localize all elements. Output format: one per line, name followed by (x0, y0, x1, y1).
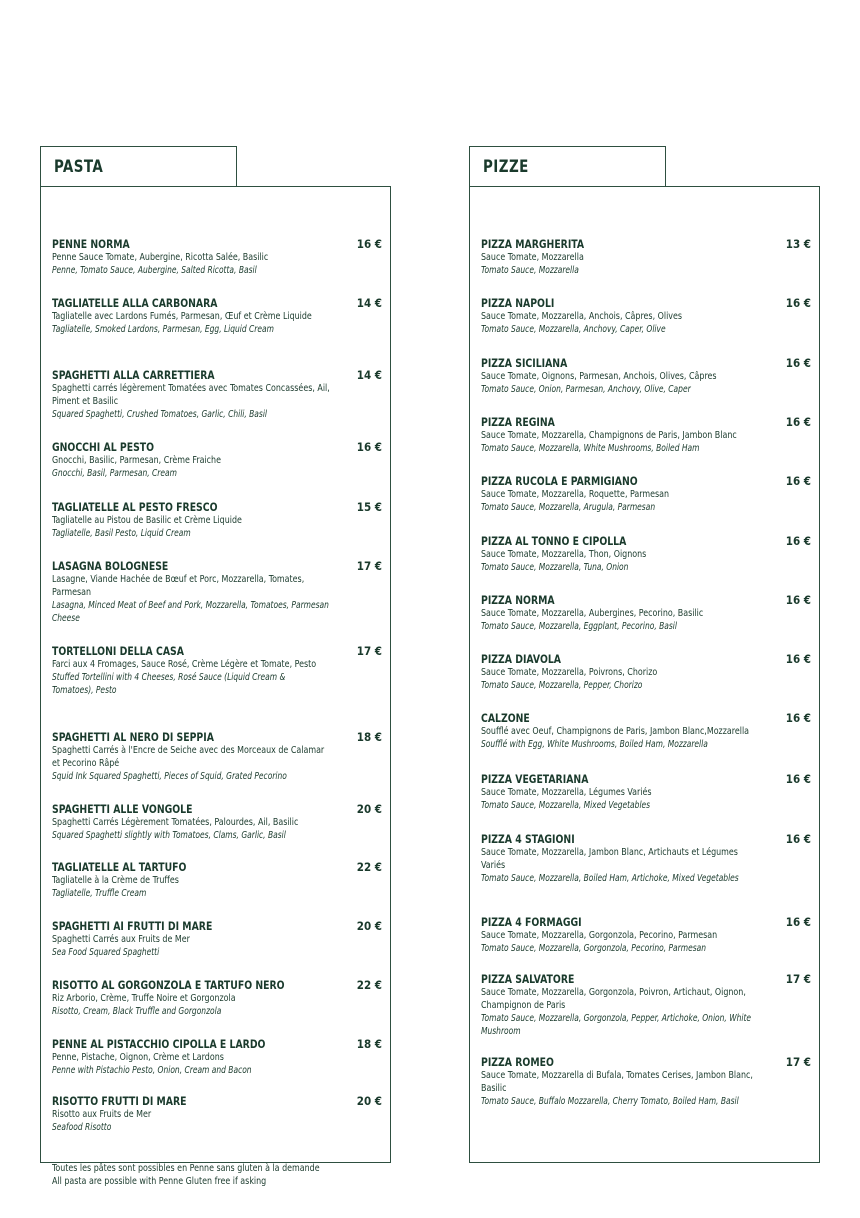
menu-item (52, 860, 382, 900)
dish-price: 20 € (356, 802, 382, 816)
pizze-tab (469, 146, 666, 186)
dish-price: 16 € (785, 534, 811, 548)
menu-item (52, 978, 382, 1018)
dish-description-en: Squid Ink Squared Spaghetti, Pieces of Squid, Grated Pecorino (52, 771, 287, 782)
dish-price: 16 € (785, 296, 811, 310)
dish-name: PIZZA VEGETARIANA (481, 772, 589, 786)
dish-description-fr: Risotto aux Fruits de Mer (52, 1109, 152, 1120)
pasta-note-fr: Toutes les pâtes sont possibles en Penne sans gluten à la demande (52, 1163, 320, 1174)
dish-description-fr: Sauce Tomate, Mozzarella, Gorgonzola, Poivron, Artichaut, Oignon, Champignon de Paris (481, 987, 746, 1011)
dish-name: TAGLIATELLE ALLA CARBONARA (52, 296, 218, 310)
menu-item (481, 296, 811, 336)
dish-description-fr: Sauce Tomate, Mozzarella, Gorgonzola, Pecorino, Parmesan (481, 930, 718, 941)
dish-price: 16 € (785, 415, 811, 429)
dish-price: 16 € (356, 237, 382, 251)
dish-description-en: Stuffed Tortellini with 4 Cheeses, Rosé Sauce (Liquid Cream & Tomatoes), Pesto (52, 672, 286, 696)
dish-description-en: Tomato Sauce, Mozzarella, Boiled Ham, Artichoke, Mixed Vegetables (481, 873, 739, 884)
dish-name: TAGLIATELLE AL PESTO FRESCO (52, 500, 218, 514)
menu-item (481, 356, 811, 396)
menu-item (481, 652, 811, 692)
dish-name: RISOTTO AL GORGONZOLA E TARTUFO NERO (52, 978, 285, 992)
dish-description-fr: Tagliatelle à la Crème de Truffes (52, 875, 179, 886)
dish-price: 16 € (785, 356, 811, 370)
dish-name: PIZZA SICILIANA (481, 356, 568, 370)
dish-name: PIZZA NORMA (481, 593, 555, 607)
dish-name: RISOTTO FRUTTI DI MARE (52, 1094, 187, 1108)
dish-description-en: Seafood Risotto (52, 1122, 112, 1133)
dish-description-en: Tomato Sauce, Mozzarella, Gorgonzola, Pepper, Artichoke, Onion, White Mushroom (481, 1013, 752, 1037)
dish-description-fr: Spaghetti Carrés Légèrement Tomatées, Palourdes, Ail, Basilic (52, 817, 299, 828)
dish-description-fr: Sauce Tomate, Mozzarella, Jambon Blanc, Artichauts et Légumes Variés (481, 847, 738, 871)
dish-description-fr: Penne Sauce Tomate, Aubergine, Ricotta Salée, Basilic (52, 252, 269, 263)
dish-description-fr: Sauce Tomate, Mozzarella, Aubergines, Pecorino, Basilic (481, 608, 704, 619)
menu-item (52, 296, 382, 336)
dish-description-fr: Spaghetti Carrés à l'Encre de Seiche avec des Morceaux de Calamar et Pecorino Râpé (52, 745, 325, 769)
menu-item (481, 415, 811, 455)
dish-name: PENNE NORMA (52, 237, 130, 251)
dish-price: 17 € (356, 559, 382, 573)
dish-description-en: Squared Spaghetti slightly with Tomatoes, Clams, Garlic, Basil (52, 830, 286, 841)
dish-name: PIZZA SALVATORE (481, 972, 575, 986)
dish-name: PENNE AL PISTACCHIO CIPOLLA E LARDO (52, 1037, 266, 1051)
dish-description-en: Tomato Sauce, Onion, Parmesan, Anchovy, Olive, Caper (481, 384, 691, 395)
dish-description-en: Tomato Sauce, Mozzarella, Arugula, Parmesan (481, 502, 656, 513)
pasta-gluten-note (52, 1162, 359, 1188)
dish-description-fr: Riz Arborio, Crème, Truffe Noire et Gorgonzola (52, 993, 236, 1004)
dish-price: 16 € (785, 593, 811, 607)
dish-name: PIZZA MARGHERITA (481, 237, 585, 251)
dish-name: PIZZA AL TONNO E CIPOLLA (481, 534, 627, 548)
dish-description-fr: Penne, Pistache, Oignon, Crème et Lardons (52, 1052, 224, 1063)
dish-description-fr: Sauce Tomate, Mozzarella, Thon, Oignons (481, 549, 647, 560)
dish-price: 20 € (356, 919, 382, 933)
dish-name: PIZZA 4 STAGIONI (481, 832, 575, 846)
dish-name: PIZZA NAPOLI (481, 296, 555, 310)
menu-item (52, 1037, 382, 1077)
dish-description-en: Tomato Sauce, Mozzarella, Eggplant, Pecorino, Basil (481, 621, 677, 632)
dish-description-fr: Farci aux 4 Fromages, Sauce Rosé, Crème Légère et Tomate, Pesto (52, 659, 317, 670)
pasta-tab (40, 146, 237, 186)
dish-description-fr: Soufflé avec Oeuf, Champignons de Paris, Jambon Blanc,Mozzarella (481, 726, 750, 737)
menu-item (481, 237, 811, 277)
dish-description-fr: Tagliatelle au Pistou de Basilic et Crème Liquide (52, 515, 242, 526)
dish-price: 22 € (356, 978, 382, 992)
dish-description-en: Tomato Sauce, Mozzarella, Anchovy, Caper, Olive (481, 324, 666, 335)
dish-price: 22 € (356, 860, 382, 874)
dish-price: 16 € (785, 772, 811, 786)
menu-item (481, 832, 811, 885)
dish-description-fr: Sauce Tomate, Mozzarella, Roquette, Parmesan (481, 489, 670, 500)
dish-price: 16 € (785, 652, 811, 666)
dish-name: PIZZA 4 FORMAGGI (481, 915, 582, 929)
dish-description-fr: Sauce Tomate, Mozzarella (481, 252, 584, 263)
menu-item (481, 593, 811, 633)
dish-price: 17 € (785, 1055, 811, 1069)
dish-description-en: Tomato Sauce, Mozzarella, Mixed Vegetables (481, 800, 651, 811)
menu-item (52, 919, 382, 959)
menu-item (52, 500, 382, 540)
dish-description-en: Tomato Sauce, Mozzarella, Tuna, Onion (481, 562, 629, 573)
dish-price: 16 € (785, 915, 811, 929)
dish-price: 16 € (785, 474, 811, 488)
dish-description-en: Risotto, Cream, Black Truffle and Gorgonzola (52, 1006, 222, 1017)
dish-description-fr: Sauce Tomate, Oignons, Parmesan, Anchois, Olives, Câpres (481, 371, 717, 382)
dish-name: TORTELLONI DELLA CASA (52, 644, 184, 658)
menu-item (52, 1094, 382, 1134)
dish-name: PIZZA DIAVOLA (481, 652, 562, 666)
dish-price: 14 € (356, 296, 382, 310)
menu-item (481, 534, 811, 574)
pasta-title: PASTA (54, 157, 104, 177)
dish-name: GNOCCHI AL PESTO (52, 440, 155, 454)
dish-description-en: Tomato Sauce, Mozzarella, Gorgonzola, Pecorino, Parmesan (481, 943, 707, 954)
menu-item (481, 474, 811, 514)
dish-description-en: Sea Food Squared Spaghetti (52, 947, 160, 958)
dish-name: SPAGHETTI ALLA CARRETTIERA (52, 368, 215, 382)
dish-description-en: Penne with Pistachio Pesto, Onion, Cream and Bacon (52, 1065, 252, 1076)
dish-description-fr: Sauce Tomate, Mozzarella, Poivrons, Chorizo (481, 667, 658, 678)
menu-item (481, 972, 811, 1038)
menu-item (52, 368, 382, 421)
dish-name: PIZZA REGINA (481, 415, 555, 429)
dish-price: 13 € (785, 237, 811, 251)
menu-item (481, 915, 811, 955)
dish-description-en: Tagliatelle, Basil Pesto, Liquid Cream (52, 528, 191, 539)
dish-price: 14 € (356, 368, 382, 382)
dish-description-en: Tomato Sauce, Mozzarella (481, 265, 579, 276)
pizze-panel (469, 186, 820, 1163)
dish-name: SPAGHETTI AI FRUTTI DI MARE (52, 919, 213, 933)
dish-description-fr: Sauce Tomate, Mozzarella, Légumes Variés (481, 787, 652, 798)
dish-price: 18 € (356, 1037, 382, 1051)
dish-name: CALZONE (481, 711, 530, 725)
dish-description-en: Gnocchi, Basil, Parmesan, Cream (52, 468, 177, 479)
dish-name: SPAGHETTI ALLE VONGOLE (52, 802, 193, 816)
dish-price: 16 € (785, 832, 811, 846)
dish-price: 16 € (785, 711, 811, 725)
dish-description-en: Tomato Sauce, Buffalo Mozzarella, Cherry Tomato, Boiled Ham, Basil (481, 1096, 739, 1107)
menu-item (52, 802, 382, 842)
dish-description-fr: Sauce Tomate, Mozzarella, Anchois, Câpres, Olives (481, 311, 683, 322)
dish-description-fr: Tagliatelle avec Lardons Fumés, Parmesan, Œuf et Crème Liquide (52, 311, 312, 322)
dish-name: SPAGHETTI AL NERO DI SEPPIA (52, 730, 214, 744)
dish-description-en: Penne, Tomato Sauce, Aubergine, Salted Ricotta, Basil (52, 265, 257, 276)
dish-name: TAGLIATELLE AL TARTUFO (52, 860, 187, 874)
dish-description-en: Tagliatelle, Truffle Cream (52, 888, 147, 899)
dish-description-en: Tomato Sauce, Mozzarella, Pepper, Chorizo (481, 680, 643, 691)
dish-description-en: Tomato Sauce, Mozzarella, White Mushrooms, Boiled Ham (481, 443, 700, 454)
menu-item (52, 440, 382, 480)
menu-item (52, 237, 382, 277)
dish-description-fr: Spaghetti carrés légèrement Tomatées avec Tomates Concassées, Ail, Piment et Basilic (52, 383, 330, 407)
dish-price: 17 € (356, 644, 382, 658)
dish-price: 15 € (356, 500, 382, 514)
dish-description-fr: Spaghetti Carrés aux Fruits de Mer (52, 934, 190, 945)
dish-price: 20 € (356, 1094, 382, 1108)
dish-price: 17 € (785, 972, 811, 986)
dish-description-fr: Sauce Tomate, Mozzarella, Champignons de Paris, Jambon Blanc (481, 430, 737, 441)
menu-item (481, 711, 811, 751)
dish-description-fr: Sauce Tomate, Mozzarella di Bufala, Tomates Cerises, Jambon Blanc, Basilic (481, 1070, 753, 1094)
dish-name: PIZZA RUCOLA E PARMIGIANO (481, 474, 638, 488)
dish-name: PIZZA ROMEO (481, 1055, 554, 1069)
pasta-note-en: All pasta are possible with Penne Gluten free if asking (52, 1176, 267, 1187)
pasta-panel (40, 186, 391, 1187)
dish-description-fr: Gnocchi, Basilic, Parmesan, Crème Fraiche (52, 455, 221, 466)
menu-item (481, 1055, 811, 1108)
menu-item (481, 772, 811, 812)
dish-description-en: Tagliatelle, Smoked Lardons, Parmesan, Egg, Liquid Cream (52, 324, 274, 335)
dish-description-en: Squared Spaghetti, Crushed Tomatoes, Garlic, Chili, Basil (52, 409, 268, 420)
menu-item (52, 644, 382, 697)
menu-item (52, 559, 382, 625)
dish-price: 18 € (356, 730, 382, 744)
menu-item (52, 730, 382, 783)
pizze-title: PIZZE (483, 157, 529, 177)
dish-description-fr: Lasagne, Viande Hachée de Bœuf et Porc, Mozzarella, Tomates, Parmesan (52, 574, 305, 598)
dish-description-en: Soufflé with Egg, White Mushrooms, Boiled Ham, Mozzarella (481, 739, 708, 750)
dish-description-en: Lasagna, Minced Meat of Beef and Pork, Mozzarella, Tomatoes, Parmesan Cheese (52, 600, 329, 624)
dish-name: LASAGNA BOLOGNESE (52, 559, 169, 573)
dish-price: 16 € (356, 440, 382, 454)
